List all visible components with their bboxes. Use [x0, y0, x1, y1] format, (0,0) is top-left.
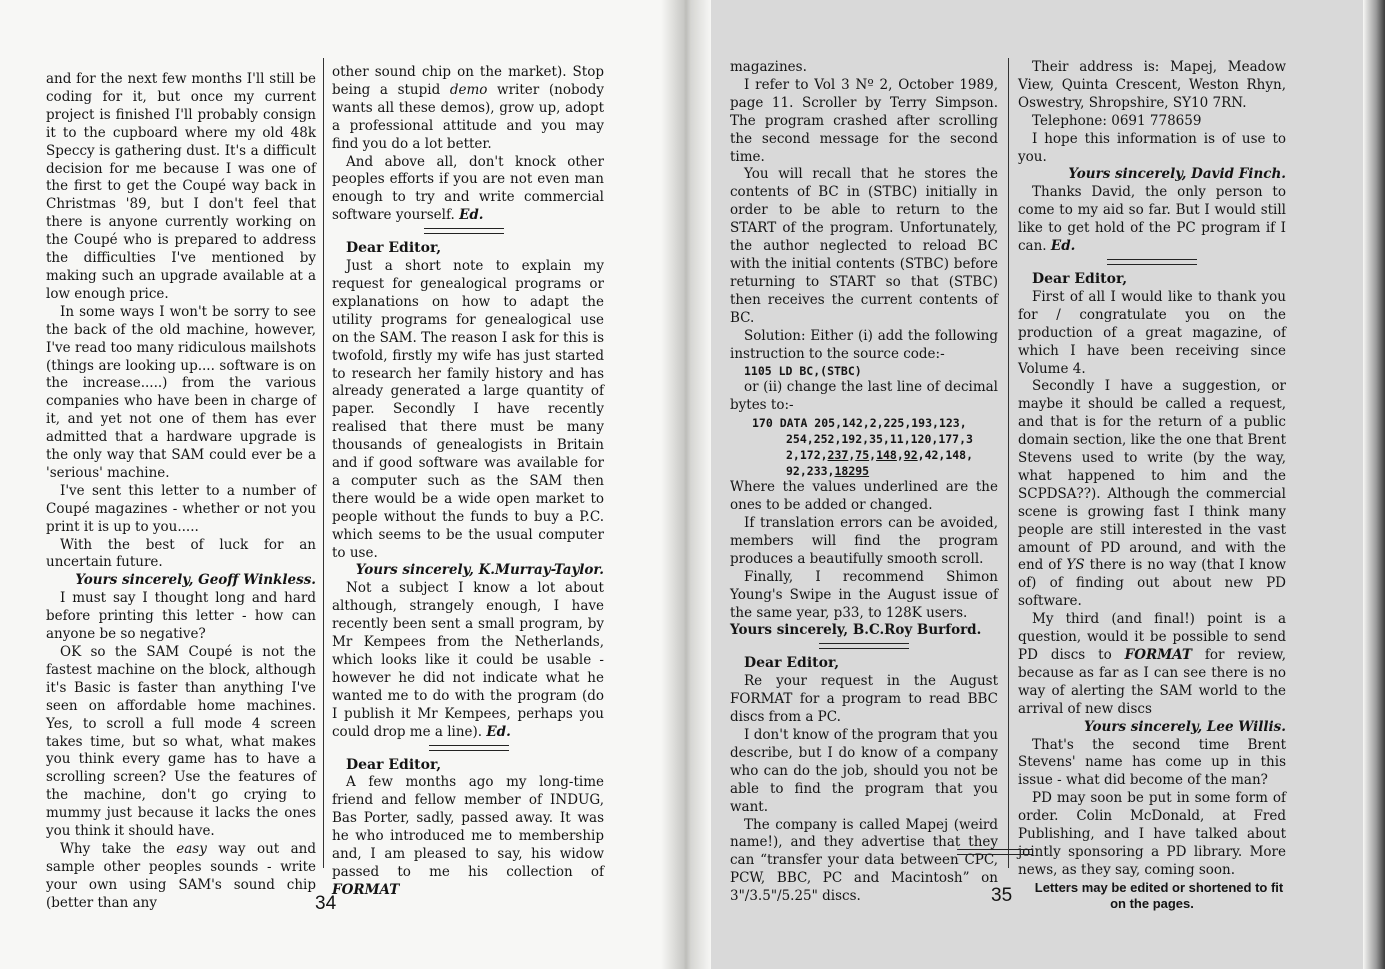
text: way out and sample other peoples sounds - write your own using SAM's sound chip (better than any: [46, 840, 316, 911]
code-text: ,: [896, 448, 904, 463]
code-text: ,: [848, 448, 856, 463]
magazine-title: FORMAT: [332, 881, 400, 898]
paragraph: [46, 841, 316, 913]
separator-rule: [424, 228, 504, 234]
page-number: 34: [315, 893, 337, 914]
code-text: ,42,148,: [917, 448, 974, 463]
paragraph: [332, 64, 604, 154]
paragraph: Solution: Either (i) add the following instruction to the source code:-: [730, 327, 998, 362]
paragraph: OK so the SAM Coupé is not the fastest machine on the block, although it's Basic is faster than anything I've seen on affordable home machines. Yes, to scroll a full mode 4 screen takes time, but so what, what makes you think every game has to have a scrolling screen? Use the features of the machine, don't go crying to mummy just because it lacks the ones you think it should have.: [46, 644, 316, 840]
paragraph: I must say I thought long and hard before printing this letter - how can anyone be so negative?: [46, 590, 316, 643]
code-underlined: 92: [903, 448, 918, 463]
paragraph: [332, 580, 604, 741]
text: Thanks David, the only person to come to my aid so far. But I would still like to get hold of the PC program if I can.: [1018, 184, 1286, 255]
paragraph: Telephone: 0691 778659: [1032, 112, 1202, 129]
signature: Yours sincerely, Geoff Winkless.: [75, 572, 316, 589]
letter-heading: Dear Editor,: [346, 240, 442, 257]
paragraph: magazines.: [730, 59, 807, 75]
column-divider: [323, 58, 324, 868]
paragraph: [332, 154, 604, 226]
text: for review, because as far as I can see there is no way of alerting the SAM world to the arrival of new discs: [1018, 647, 1287, 717]
text: other sound chip on the market). Stop being a stupid: [332, 64, 604, 98]
code-text: 92,233,: [786, 464, 835, 479]
letter-heading: Dear Editor,: [1032, 270, 1128, 287]
paragraph: The company is called Mapej (weird name!), and they advertise that they can “transfer your data between CPC, PCW, BBC, PC and Macintosh” on 3"/3.5"/5.25" discs.: [730, 816, 998, 905]
paragraph: That's the second time Brent Stevens' name has come up in this issue - what did become of the man?: [1018, 736, 1286, 789]
paragraph: In some ways I won't be sorry to see the back of the old machine, however, I've read too many ridiculous mailshots (things are looking up.... software is on the increase.....) from the various companies who have been in charge of it, and yet not one of them has ever admitted that a hardware upgrade is the only way that SAM could ever be a 'serious' machine.: [46, 303, 316, 481]
emphasis: easy: [176, 840, 207, 857]
text: Not a subject I know a lot about although, strangely enough, I have recently been sent a small program, by Mr Kempees from the Netherlands, which looks like it could be usable - however he did not indicate what he wanted me to do with the program (do I publish it Mr Kempees, perhaps you could drop me a line).: [332, 580, 604, 740]
code-line: 254,252,192,35,11,120,177,3: [786, 432, 973, 447]
text: And above all, don't knock other peoples efforts if you are not even man enough to try and write commercial software yourself.: [332, 153, 604, 224]
paragraph: Finally, I recommend Shimon Young's Swipe in the August issue of the same year, p33, to 128K users.: [730, 568, 998, 621]
paragraph: Just a short note to explain my request for genealogical programs or explanations on how to adapt the utility programs for genealogical use on the SAM. The reason I ask for this is twofold, firstly my wife has just started to research her family history and has already generated a large quantity of paper. Secondly I have recently realised that there must be many thousands of genealogists in Britain and if good software was available for a computer such as the SAM then there would be a wide open market to people without the funds to buy a P.C. which seems to be the usual computer to use.: [332, 258, 604, 561]
right-column-1: [730, 59, 998, 906]
editor-mark: Ed.: [459, 207, 484, 224]
paragraph: With the best of luck for an uncertain future.: [46, 536, 316, 571]
signature: Yours sincerely, David Finch.: [1068, 166, 1286, 183]
emphasis: YS: [1066, 557, 1085, 574]
separator-rule: [429, 745, 509, 751]
paragraph: [1018, 611, 1286, 718]
letter-heading: Dear Editor,: [744, 655, 840, 672]
paragraph: [1018, 184, 1286, 256]
code-line: 1105 LD BC,(STBC): [744, 364, 862, 379]
paragraph: [332, 774, 604, 899]
magazine-title: FORMAT: [1124, 647, 1192, 663]
page-edge-shadow: [1363, 0, 1385, 969]
paragraph: Re your request in the August FORMAT for a program to read BBC discs from a PC.: [730, 673, 998, 726]
letter-heading: Dear Editor,: [346, 756, 442, 773]
paragraph: You will recall that he stores the contents of BC in (STBC) initially in order to be able to return to the START of the program. Unfortunately, the author neglected to reload BC with the initial contents (STBC) before returning to START so that (STBC) then receives the current contents of BC.: [730, 166, 998, 326]
left-page: [0, 0, 688, 969]
signature: Yours sincerely, Lee Willis.: [1084, 718, 1286, 735]
text: Secondly I have a suggestion, or maybe it should be called a request, and that is for the return of a public domain section, like the one that Brent Stevens used to write (by the way, what happened to him and the SCPDSA??). Although the commercial scene is growing fast I think many people are still interested in the vast amount of PD around, and with the end of: [1018, 378, 1286, 574]
editorial-footnote: Letters may be edited or shortened to fit on the pages.: [1034, 879, 1284, 911]
paragraph: and for the next few months I'll still be coding for it, but once my current project is finished I'll probably consign it to the cupboard where my old 48k Speccy is gathering dust. It's a difficult decision for me because I was one of the first to get the Coupé way back in Christmas '89, but I don't feel that there is anyone currently working on the Coupé who is prepared to address the difficulties I've mentioned by making such an upgrade available at a low enough price.: [46, 71, 316, 302]
text: there is no way (that I know of) of finding out about new PD software.: [1018, 557, 1286, 610]
paragraph: Their address is: Mapej, Meadow View, Quinta Crescent, Weston Rhyn, Oswestry, Shropshire, SY10 7RN.: [1018, 59, 1286, 111]
text: writer (nobody wants all these demos), grow up, adopt a professional attitude and you may find you do a lot better.: [332, 81, 604, 152]
editor-mark: Ed.: [1050, 238, 1076, 255]
left-column-2: [332, 64, 604, 900]
paragraph: PD may soon be put in some form of order. Colin McDonald, at Fred Publishing, and I have talked about jointly sponsoring a PD library. More news, as they say, coming soon.: [1018, 790, 1286, 878]
code-block: [730, 415, 998, 479]
paragraph: I don't know of the program that you describe, but I do know of a company who can do the job, should you not be able to find the program that you want.: [730, 727, 998, 815]
emphasis: demo: [449, 81, 488, 98]
paragraph: If translation errors can be avoided, members will find the program produces a beautifully smooth scroll.: [730, 515, 998, 567]
paragraph: I refer to Vol 3 Nº 2, October 1989, page 11. Scroller by Terry Simpson. The program crashed after scrolling the second message for the second time.: [730, 76, 998, 165]
code-underlined: 148: [876, 448, 897, 463]
paragraph: I've sent this letter to a number of Coupé magazines - whether or not you print it is up to you.....: [46, 482, 316, 535]
left-column-1: [46, 71, 316, 913]
code-line: 170 DATA 205,142,2,225,193,123,: [752, 416, 967, 431]
code-underlined: 18295: [834, 464, 870, 479]
signature: Yours sincerely, B.C.Roy Burford.: [730, 622, 982, 639]
paragraph: I hope this information is of use to you.: [1018, 130, 1286, 165]
paragraph: First of all I would like to thank you for / congratulate you on the production of a great magazine, of which I have been receiving since Volume 4.: [1018, 288, 1286, 377]
right-column-2: [1018, 59, 1286, 912]
code-text: 2,172,: [786, 448, 828, 463]
paragraph: or (ii) change the last line of decimal bytes to:-: [730, 379, 998, 414]
separator-rule: [957, 849, 1032, 855]
text: My third (and final!) point is a question, would it be possible to send PD discs to: [1018, 611, 1286, 663]
text: A few months ago my long-time friend and fellow member of INDUG, Bas Porter, sadly, passed away. It was he who introduced me to membership and, I am pleased to say, his widow passed to me his collection of: [332, 774, 604, 880]
code-text: ,: [869, 448, 877, 463]
code-underlined: 237: [827, 448, 849, 463]
editor-mark: Ed.: [486, 723, 511, 740]
code-underlined: 75: [855, 448, 870, 463]
code-line: [738, 463, 998, 479]
paragraph: [1018, 378, 1286, 611]
separator-rule: [819, 643, 909, 649]
page-number: 35: [991, 885, 1013, 906]
code-line: [738, 447, 998, 463]
separator-rule: [1107, 259, 1197, 265]
paragraph: Where the values underlined are the ones to be added or changed.: [730, 479, 998, 514]
signature: Yours sincerely, K.Murray-Taylor.: [355, 562, 604, 579]
column-divider: [1008, 58, 1009, 868]
text: Why take the: [60, 840, 165, 857]
